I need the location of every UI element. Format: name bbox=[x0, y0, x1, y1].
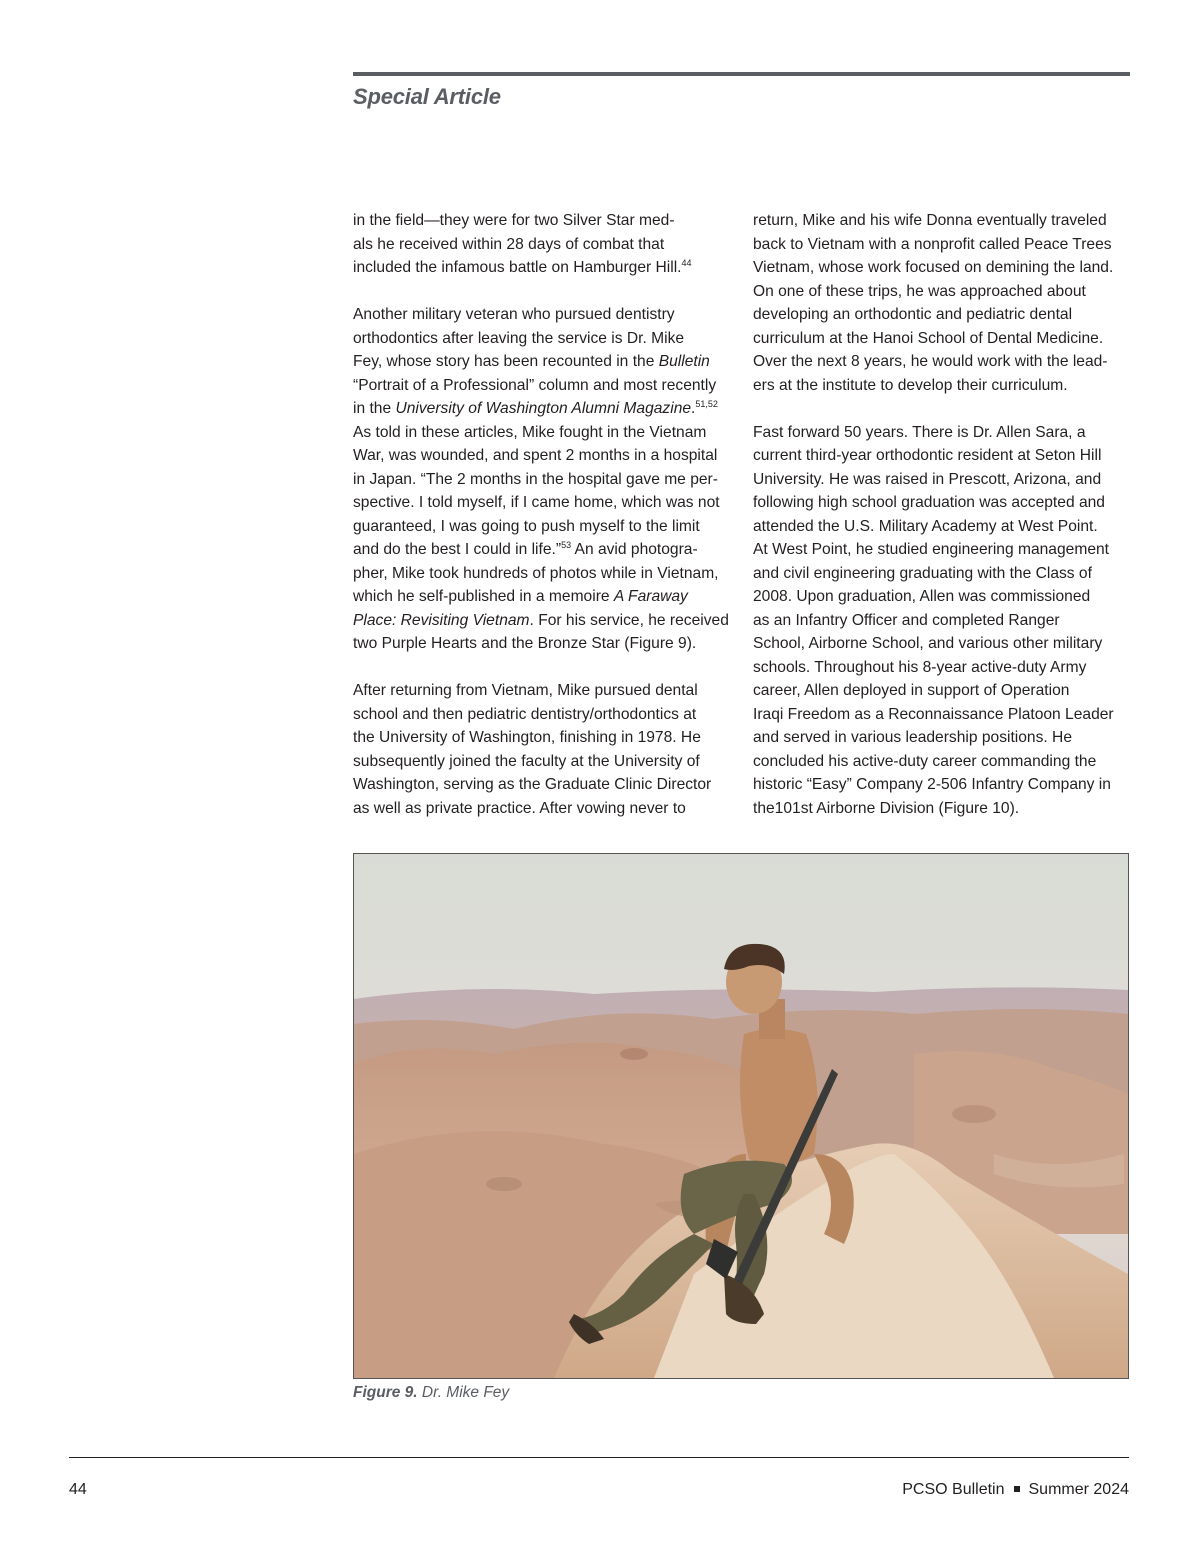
left-paragraph-3: After returning from Vietnam, Mike pursued dental school and then pediatric dentistry/orthodontics at the University of Washington, finishing in 1978. He subsequently joined the faculty at the University of Washington, serving as the Graduate Clinic Director as well as private practice. After vowing never to bbox=[353, 682, 712, 817]
reference-53: 53 bbox=[561, 540, 572, 550]
left-column bbox=[353, 209, 731, 820]
page-number: 44 bbox=[69, 1481, 87, 1498]
left-p2-text-a: Another military veteran who pursued dentistry orthodontics after leaving the service is Dr. Mike Fey, whose story has been recounted in the bbox=[353, 306, 685, 370]
figure-caption-text: Dr. Mike Fey bbox=[417, 1384, 510, 1401]
right-paragraph-1: return, Mike and his wife Donna eventually traveled back to Vietnam with a nonprofit called Peace Trees Vietnam, whose work focused on demining the land. On one of these trips, he was approached about developing an orthodontic and pediatric dental curriculum at the Hanoi School of Dental Medicine. Over the next 8 years, he would work with the lead- ers at the institute to develop their curriculum. bbox=[753, 212, 1114, 394]
figure-9-photo bbox=[353, 853, 1129, 1379]
left-paragraph-2 bbox=[353, 303, 731, 656]
reference-51-52: 51,52 bbox=[695, 399, 718, 409]
footer-rule bbox=[69, 1457, 1129, 1458]
figure-number: Figure 9. bbox=[353, 1384, 418, 1401]
left-p1-text: in the field—they were for two Silver Star med- als he received within 28 days of combat that included the infamous battle on Hamburger Hill. bbox=[353, 212, 682, 276]
left-p2-text-c: . bbox=[691, 400, 696, 417]
header-rule bbox=[353, 72, 1130, 76]
section-label: Special Article bbox=[353, 84, 501, 109]
left-p2-text-f: . For his service, he received two Purple Hearts and the Bronze Star (Figure 9). bbox=[353, 611, 729, 652]
left-p2-text-b: “Portrait of a Professional” column and most recently in the bbox=[353, 376, 717, 417]
publication-name: PCSO Bulletin bbox=[902, 1481, 1005, 1498]
issue-name: Summer 2024 bbox=[1028, 1481, 1129, 1498]
square-bullet-icon bbox=[1014, 1486, 1020, 1492]
left-paragraph-1 bbox=[353, 209, 731, 280]
right-paragraph-2: Fast forward 50 years. There is Dr. Allen Sara, a current third-year orthodontic resident at Seton Hill University. He was raised in Prescott, Arizona, and following high school graduation was accepted and attended the U.S. Military Academy at West Point. At West Point, he studied engineering management and civil engineering graduating with the Class of 2008. Upon graduation, Allen was commissioned as an Infantry Officer and completed Ranger School, Airborne School, and various other military schools. Throughout his 8-year active-duty Army career, Allen deployed in support of Operation Iraqi Freedom as a Reconnaissance Platoon Leader and served in various leadership positions. He concluded his active-duty career commanding the historic “Easy” Company 2-506 Infantry Company in the101st Airborne Division (Figure 10). bbox=[753, 423, 1114, 817]
reference-44: 44 bbox=[681, 258, 692, 268]
book-title: A Faraway Place: Revisiting Vietnam bbox=[353, 588, 688, 629]
right-column bbox=[753, 209, 1131, 820]
photo-illustration bbox=[354, 854, 1128, 1378]
running-footer bbox=[902, 1481, 1129, 1499]
bulletin-title: Bulletin bbox=[658, 353, 710, 370]
magazine-title: University of Washington Alumni Magazine bbox=[395, 400, 692, 417]
figure-caption bbox=[353, 1384, 509, 1402]
left-p2-text-e: An avid photogra- pher, Mike took hundreds of photos while in Vietnam, which he self-published in a memoire bbox=[353, 541, 719, 605]
left-p2-text-d: As told in these articles, Mike fought in the Vietnam War, was wounded, and spent 2 months in a hospital in Japan. “The 2 months in the hospital gave me per- spective. I told myself, if I came home, which was not guaranteed, I was going to push myself to the limit and do the best I could in life.” bbox=[353, 423, 720, 558]
